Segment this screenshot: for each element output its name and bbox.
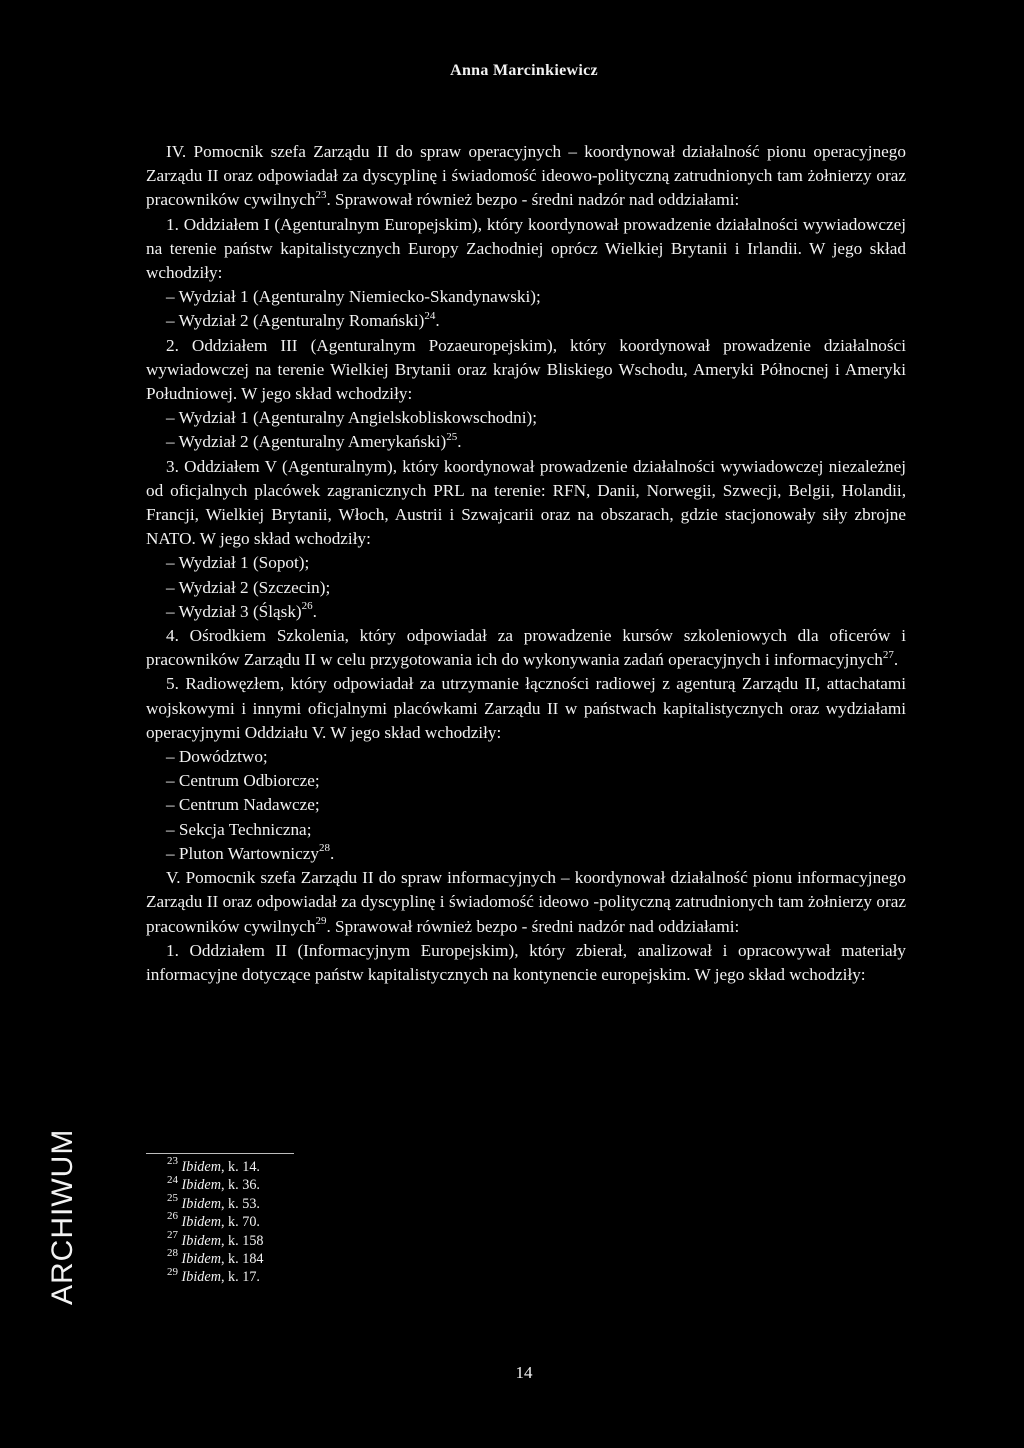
list-item	[146, 600, 906, 624]
footnote-number: 25	[167, 1192, 178, 1205]
footnote-reference: 25	[446, 430, 458, 443]
paragraph-text: – Wydział 2 (Agenturalny Amerykański)	[166, 432, 447, 452]
footnote-number: 29	[167, 1265, 178, 1278]
list-item	[146, 576, 906, 600]
paragraph-text-tail: . Sprawował również bezpo - średni nadzór nad oddziałami:	[326, 916, 740, 936]
paragraph-text: – Wydział 3 (Śląsk)	[166, 601, 302, 621]
footnote-reference: 28	[318, 842, 330, 855]
footnotes	[167, 1155, 264, 1287]
footnote-source: Ibidem	[181, 1159, 221, 1175]
footnote-number: 24	[167, 1173, 178, 1186]
paragraph	[146, 334, 906, 407]
archive-side-label: ARCHIWUM	[46, 1128, 79, 1305]
footnote-reference-text: , k. 70.	[220, 1214, 260, 1231]
running-header-author: Anna Marcinkiewicz	[450, 62, 598, 79]
paragraph-text: 2. Oddziałem III (Agenturalnym Pozaeuropejskim), który koordynował prowadzenie działalności wywiadowczej na terenie Wielkiej Brytanii oraz krajów Bliskiego Wschodu, Ameryki Północnej i Ameryki Południowej. W jego skład wchodziły:	[146, 335, 906, 404]
body-text	[146, 140, 906, 987]
paragraph-text: 1. Oddziałem I (Agenturalnym Europejskim), który koordynował prowadzenie działalności wywiadowczej na terenie państw kapitalistycznych Europy Zachodniej oprócz Wielkiej Brytanii i Irlandii. W jego skład wchodziły:	[146, 214, 906, 283]
list-item	[146, 285, 906, 309]
footnote-reference: 26	[301, 600, 313, 613]
paragraph-text: – Centrum Nadawcze;	[166, 795, 320, 815]
paragraph-text: 3. Oddziałem V (Agenturalnym), który koordynował prowadzenie działalności wywiadowczej niezależnej od oficjalnych placówek zagranicznych PRL na terenie: RFN, Danii, Norwegii, Szwecji, Belgii, Holandii, Francji, Wielkiej Brytanii, Włoch, Austrii i Szwajcarii oraz na obszarach, gdzie stacjonowały siły zbrojne NATO. W jego skład wchodziły:	[146, 456, 906, 549]
paragraph-text: – Dowództwo;	[166, 747, 268, 767]
paragraph-text: – Wydział 1 (Agenturalny Niemiecko-Skandynawski);	[166, 287, 541, 307]
footnote-reference-text: , k. 17.	[220, 1269, 260, 1286]
footnote	[167, 1155, 264, 1176]
list-item	[146, 551, 906, 575]
paragraph-text-tail: . Sprawował również bezpo - średni nadzór nad oddziałami:	[326, 190, 740, 210]
footnote	[167, 1173, 264, 1194]
footnote-number: 27	[167, 1228, 178, 1241]
list-item	[146, 842, 906, 866]
paragraph-text-tail: .	[329, 843, 335, 863]
page-number: 14	[515, 1363, 533, 1382]
list-item	[146, 793, 906, 817]
paragraph	[146, 939, 906, 987]
paragraph-text: – Wydział 2 (Agenturalny Romański)	[166, 311, 425, 331]
footnote-number: 26	[167, 1210, 178, 1223]
footnote-reference-text: , k. 53.	[220, 1195, 260, 1212]
footnote	[167, 1228, 264, 1250]
paragraph-text-tail: .	[435, 311, 440, 331]
footnote-reference: 24	[424, 309, 436, 322]
footnote	[167, 1192, 264, 1213]
footnote-reference: 29	[315, 914, 327, 927]
list-item	[146, 745, 906, 769]
footnote-source: Ibidem	[181, 1177, 221, 1194]
footnote-source: Ibidem	[181, 1214, 221, 1231]
footnote-number: 28	[167, 1247, 178, 1260]
paragraph	[146, 672, 906, 745]
paragraph-text: – Wydział 2 (Szczecin);	[166, 577, 331, 597]
footnote	[167, 1210, 264, 1231]
paragraph-text: 5. Radiowęzłem, który odpowiadał za utrzymanie łączności radiowej z agenturą Zarządu II, attachatami wojskowymi i innymi oficjalnymi placówkami Zarządu II w państwach kapitalistycznych oraz wydziałami operacyjnymi Oddziału V. W jego skład wchodziły:	[146, 674, 906, 742]
footnote-reference-text: , k. 184	[220, 1251, 264, 1268]
paragraph-text: – Wydział 1 (Agenturalny Angielskobliskowschodni);	[166, 408, 537, 428]
list-item	[146, 769, 906, 793]
paragraph	[146, 213, 906, 286]
list-item	[146, 309, 906, 333]
list-item	[146, 406, 906, 430]
footnote-source: Ibidem	[181, 1269, 221, 1286]
paragraph-text: – Centrum Odbiorcze;	[166, 771, 320, 791]
paragraph	[146, 455, 906, 552]
paragraph-text-tail: .	[457, 432, 462, 452]
list-item	[146, 818, 906, 842]
footnote-reference-text: , k. 36.	[220, 1177, 260, 1194]
footnote-reference: 23	[315, 188, 327, 201]
footnote	[167, 1265, 264, 1286]
footnote-source: Ibidem	[181, 1251, 221, 1268]
paragraph-text: 1. Oddziałem II (Informacyjnym Europejskim), który zbierał, analizował i opracowywał materiały informacyjne dotyczące państw kapitalistycznych na kontynencie europejskim. W jego skład wchodziły:	[146, 940, 906, 984]
paragraph	[146, 866, 906, 939]
paragraph-text-tail: .	[893, 650, 899, 670]
footnote-reference-text: , k. 158	[220, 1232, 264, 1249]
footnote-source: Ibidem	[181, 1195, 221, 1212]
paragraph	[146, 624, 906, 672]
paragraph-text: V. Pomocnik szefa Zarządu II do spraw informacyjnych – koordynował działalność pionu informacyjnego Zarządu II oraz odpowiadał za dyscyplinę i świadomość ideowo -polityczną zatrudnionych tam żołnierzy oraz pracowników cywilnych	[146, 868, 906, 936]
paragraph-text-tail: .	[312, 601, 317, 621]
footnote-separator	[146, 1153, 294, 1154]
paragraph-text: – Sekcja Techniczna;	[166, 819, 312, 839]
footnote	[167, 1247, 264, 1268]
paragraph-text: – Wydział 1 (Sopot);	[166, 553, 310, 573]
paragraph-text: – Pluton Wartowniczy	[166, 843, 319, 863]
paragraph-text: 4. Ośrodkiem Szkolenia, który odpowiadał za prowadzenie kursów szkoleniowych dla oficerów i pracowników Zarządu II w celu przygotowania ich do wykonywania zadań operacyjnych i informacyjnych	[146, 626, 906, 670]
footnote-reference: 27	[882, 648, 894, 661]
footnote-number: 23	[167, 1155, 178, 1168]
footnote-reference-text: , k. 14.	[220, 1159, 260, 1175]
footnote-source: Ibidem	[181, 1232, 221, 1249]
paragraph-text: IV. Pomocnik szefa Zarządu II do spraw operacyjnych – koordynował działalność pionu operacyjnego Zarządu II oraz odpowiadał za dyscyplinę i świadomość ideowo-polityczną zatrudnionych tam żołnierzy oraz pracowników cywilnych	[146, 142, 906, 210]
list-item	[146, 430, 906, 454]
paragraph	[146, 140, 906, 213]
